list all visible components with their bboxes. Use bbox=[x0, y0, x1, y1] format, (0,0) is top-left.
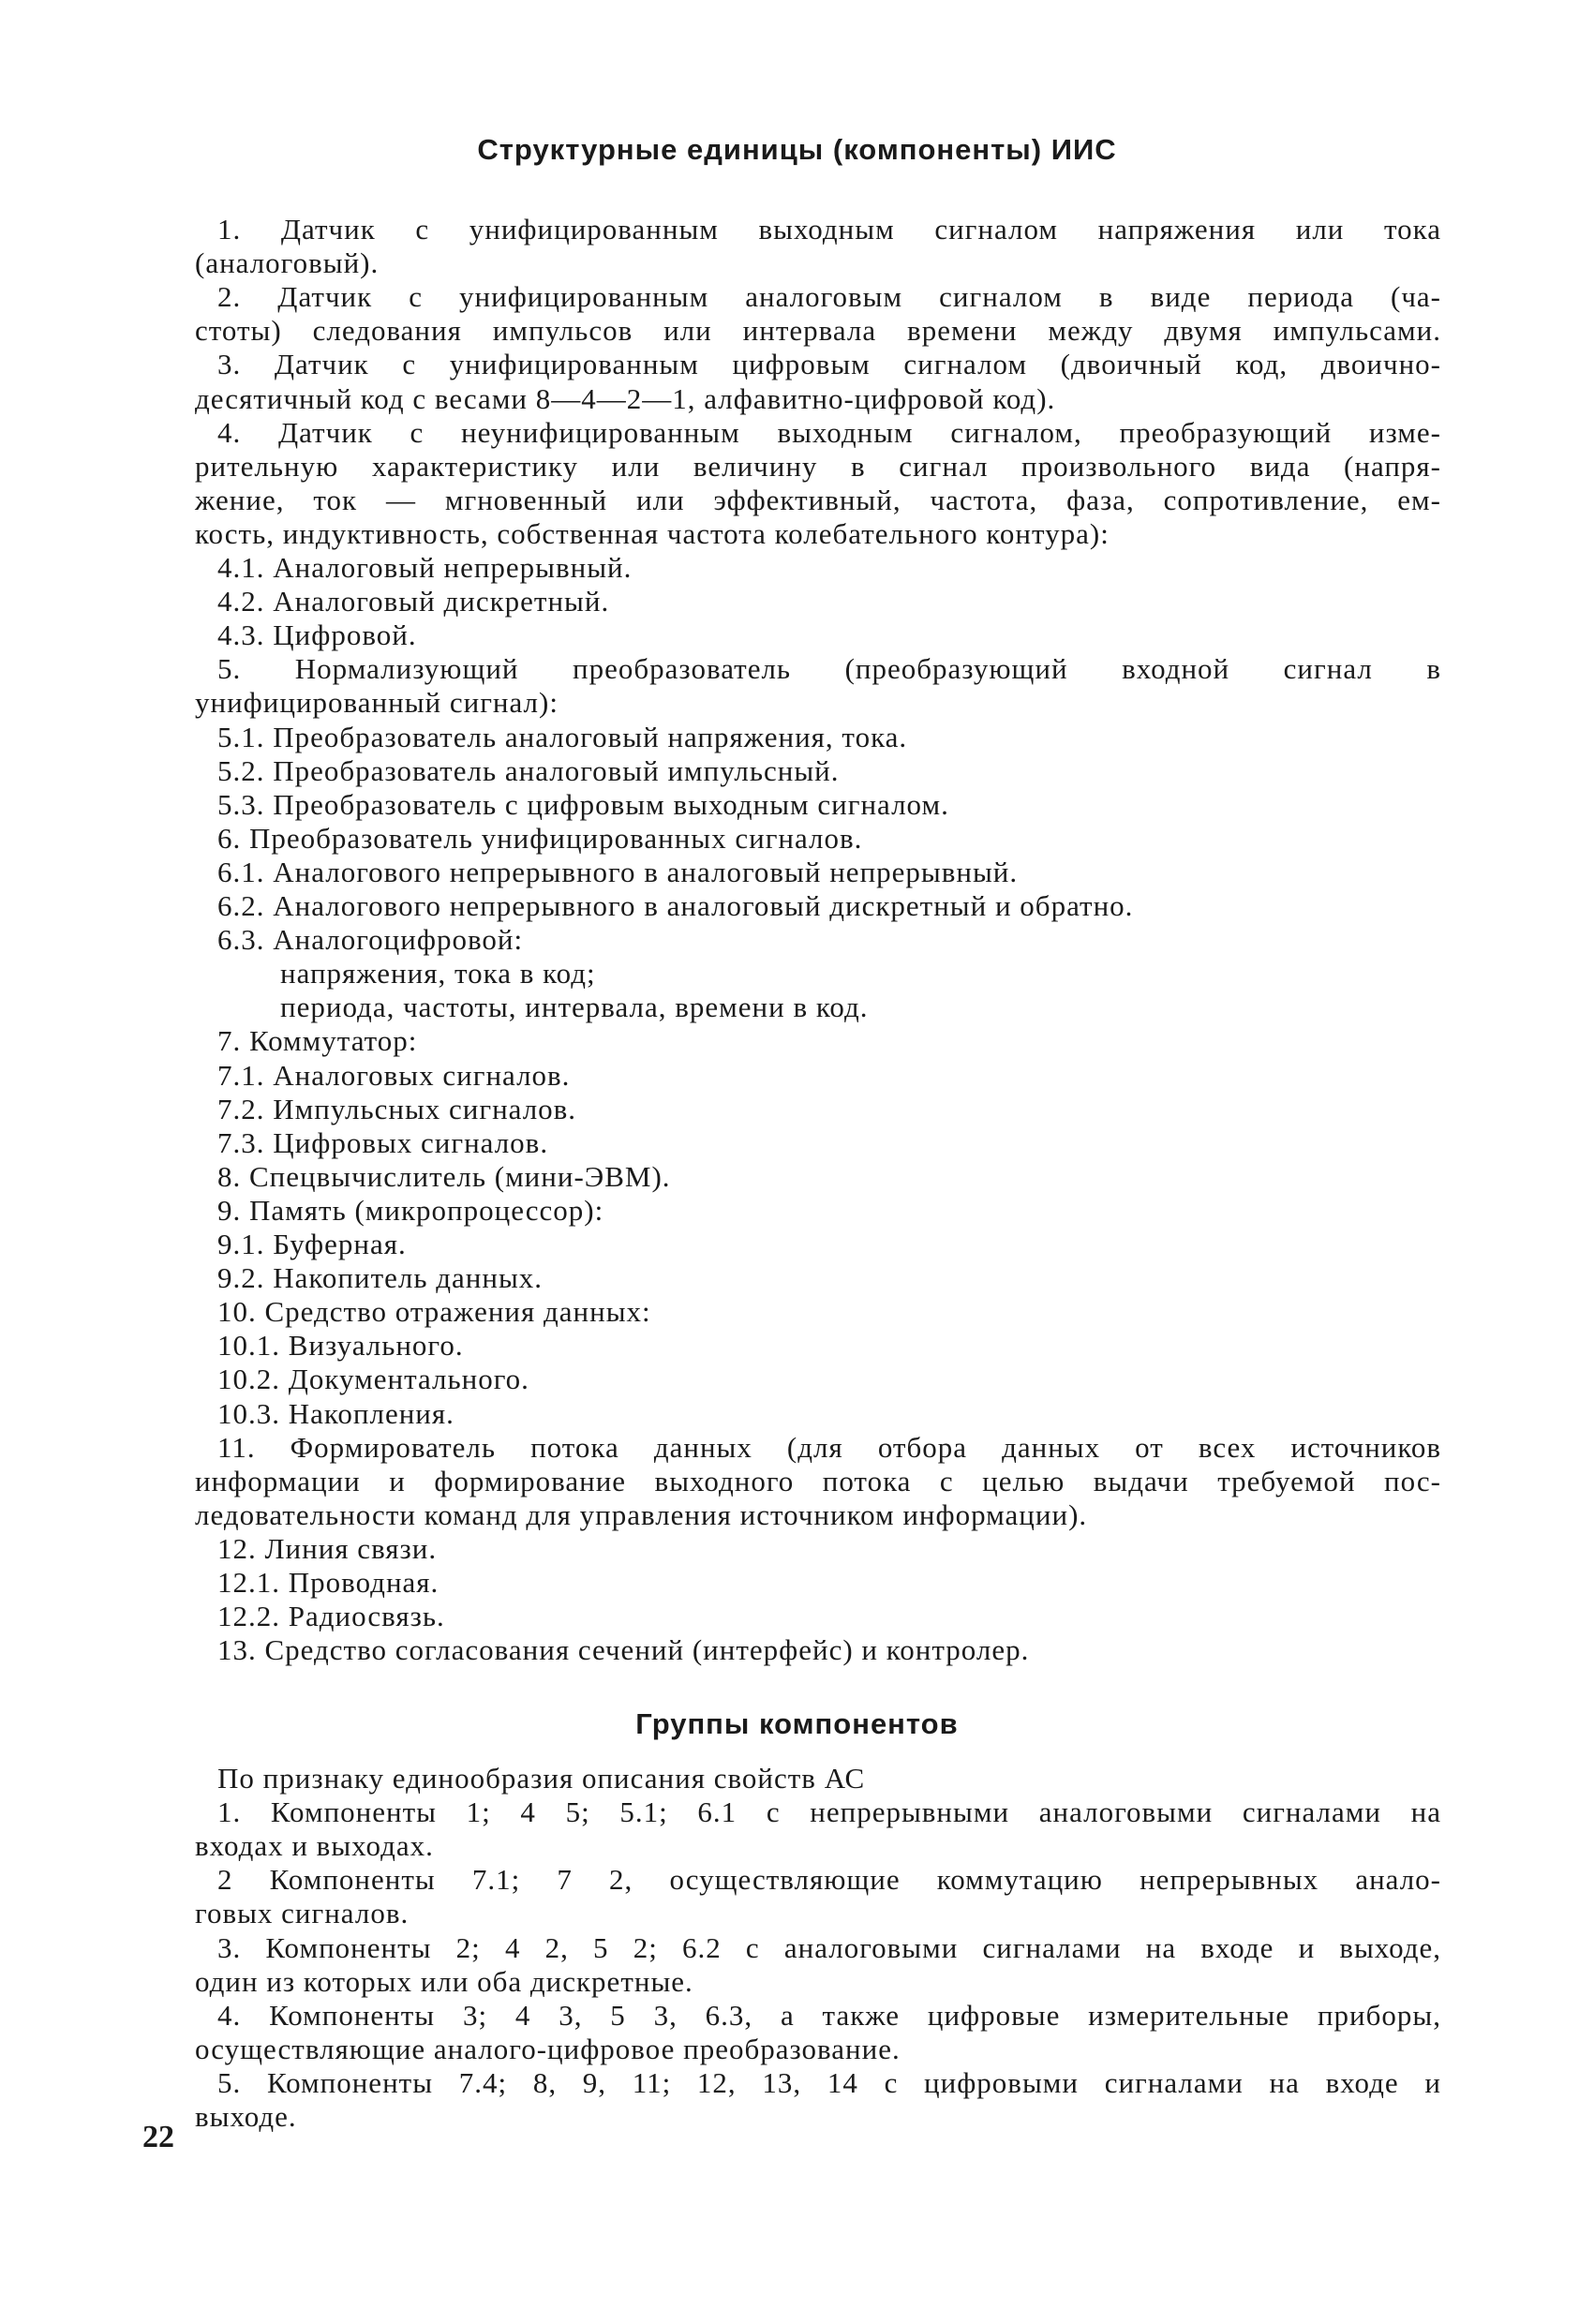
component-item-line: периода, частоты, интервала, времени в код. bbox=[280, 991, 869, 1023]
component-item-line: 7.3. Цифровых сигналов. bbox=[217, 1126, 549, 1159]
component-item-line: ледовательности команд для управления источником информации). bbox=[195, 1498, 1088, 1531]
component-item-line: 9.1. Буферная. bbox=[217, 1228, 407, 1260]
component-item-line: стоты) следования импульсов или интервала времени между двумя импульсами. bbox=[195, 314, 1441, 347]
page-number: 22 bbox=[142, 2120, 174, 2154]
component-item-line: 4.1. Аналоговый непрерывный. bbox=[217, 551, 633, 584]
group-item-line: 3. Компоненты 2; 4 2, 5 2; 6.2 с аналоговыми сигналами на входе и выходе, bbox=[217, 1931, 1441, 1964]
component-item-line: жение, ток — мгновенный или эффективный, частота, фаза, сопротивление, ем- bbox=[195, 484, 1441, 516]
group-item-line: 1. Компоненты 1; 4 5; 5.1; 6.1 с непрерывными аналоговыми сигналами на bbox=[217, 1795, 1441, 1828]
component-item-line: 12.1. Проводная. bbox=[217, 1566, 439, 1599]
component-item-line: 11. Формирователь потока данных (для отбора данных от всех источников bbox=[217, 1431, 1441, 1464]
component-item-line: унифицированный сигнал): bbox=[195, 686, 559, 719]
component-item-line: 8. Спецвычислитель (мини-ЭВМ). bbox=[217, 1160, 671, 1193]
group-item-line: 4. Компоненты 3; 4 3, 5 3, 6.3, а также цифровые измерительные приборы, bbox=[217, 1999, 1441, 2032]
component-item-line: 7. Коммутатор: bbox=[217, 1024, 418, 1057]
component-item-line: 5.2. Преобразователь аналоговый импульсный. bbox=[217, 754, 840, 787]
group-item-line: 2 Компоненты 7.1; 7 2, осуществляющие коммутацию непрерывных анало- bbox=[217, 1863, 1441, 1896]
component-item-line: напряжения, тока в код; bbox=[280, 957, 596, 990]
group-item-line: один из которых или оба дискретные. bbox=[195, 1965, 693, 1998]
component-item-line: 2. Датчик с унифицированным аналоговым сигналом в виде периода (ча- bbox=[217, 280, 1441, 313]
component-item-line: 3. Датчик с унифицированным цифровым сигналом (двоичный код, двоично- bbox=[217, 348, 1441, 380]
component-item-line: 12.2. Радиосвязь. bbox=[217, 1600, 445, 1632]
component-item-line: 5.3. Преобразователь с цифровым выходным сигналом. bbox=[217, 788, 949, 821]
component-item-line: 10.3. Накопления. bbox=[217, 1397, 454, 1430]
group-item-line: осуществляющие аналого-цифровое преобразование. bbox=[195, 2033, 901, 2065]
group-item-line: 5. Компоненты 7.4; 8, 9, 11; 12, 13, 14 с цифровыми сигналами на входе и bbox=[217, 2066, 1441, 2099]
group-item-line: входах и выходах. bbox=[195, 1829, 434, 1862]
component-item-line: 6. Преобразователь унифицированных сигналов. bbox=[217, 822, 863, 855]
component-item-line: 7.1. Аналоговых сигналов. bbox=[217, 1059, 571, 1092]
component-item-line: 9.2. Накопитель данных. bbox=[217, 1261, 544, 1294]
component-item-line: десятичный код с весами 8—4—2—1, алфавитно-цифровой код). bbox=[195, 382, 1056, 415]
component-item-line: 6.1. Аналогового непрерывного в аналоговый непрерывный. bbox=[217, 856, 1019, 888]
component-item-line: 13. Средство согласования сечений (интерфейс) и контролер. bbox=[217, 1633, 1030, 1666]
section-heading-groups: Группы компонентов bbox=[635, 1707, 959, 1740]
component-item-line: 10.2. Документального. bbox=[217, 1363, 529, 1395]
component-item-line: 10.1. Визуального. bbox=[217, 1329, 464, 1362]
component-item-line: 4.3. Цифровой. bbox=[217, 618, 417, 651]
component-item-line: 6.2. Аналогового непрерывного в аналоговый дискретный и обратно. bbox=[217, 889, 1134, 922]
group-item-line: По признаку единообразия описания свойств АС bbox=[217, 1762, 866, 1795]
component-item-line: 5. Нормализующий преобразователь (преобразующий входной сигнал в bbox=[217, 652, 1441, 685]
component-item-line: 4.2. Аналоговый дискретный. bbox=[217, 585, 610, 618]
component-item-line: 1. Датчик с унифицированным выходным сигналом напряжения или тока bbox=[217, 213, 1441, 246]
component-item-line: 9. Память (микропроцессор): bbox=[217, 1194, 604, 1227]
component-item-line: (аналоговый). bbox=[195, 246, 380, 279]
component-item-line: 5.1. Преобразователь аналоговый напряжения, тока. bbox=[217, 721, 908, 753]
component-item-line: 7.2. Импульсных сигналов. bbox=[217, 1093, 577, 1125]
component-item-line: 6.3. Аналогоцифровой: bbox=[217, 923, 524, 956]
component-item-line: 12. Линия связи. bbox=[217, 1532, 438, 1565]
group-item-line: говых сигналов. bbox=[195, 1897, 410, 1929]
component-item-line: 4. Датчик с неунифицированным выходным сигналом, преобразующий изме- bbox=[217, 416, 1441, 449]
group-item-line: выходе. bbox=[195, 2100, 297, 2133]
section-heading-components: Структурные единицы (компоненты) ИИС bbox=[477, 133, 1117, 166]
component-item-line: рительную характеристику или величину в сигнал произвольного вида (напря- bbox=[195, 450, 1441, 483]
component-item-line: 10. Средство отражения данных: bbox=[217, 1295, 651, 1328]
component-item-line: информации и формирование выходного потока с целью выдачи требуемой пос- bbox=[195, 1465, 1441, 1497]
component-item-line: кость, индуктивность, собственная частота колебательного контура): bbox=[195, 517, 1110, 550]
